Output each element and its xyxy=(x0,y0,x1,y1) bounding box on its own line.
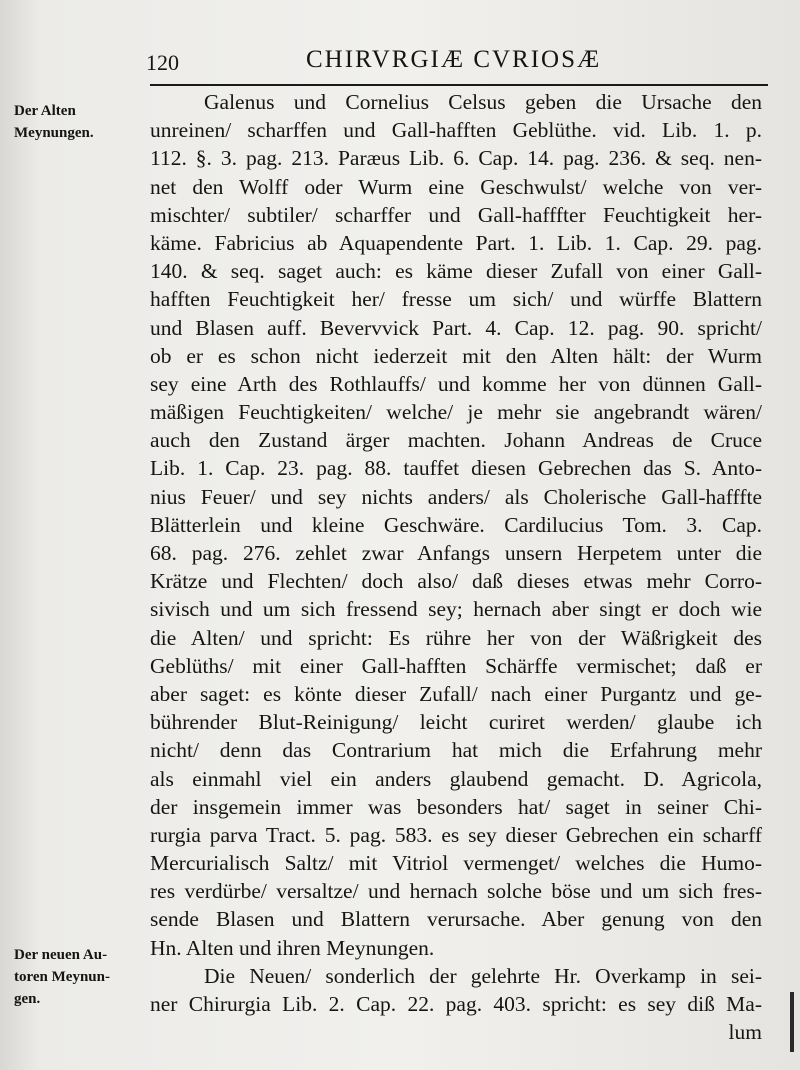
body-line: Lib. 1. Cap. 23. pag. 88. tauffet diesen Gebrechen das S. Anto- xyxy=(150,456,762,481)
body-line: der insgemein immer was besonders hat/ saget in seiner Chi- xyxy=(150,794,762,819)
body-line: nius Feuer/ und sey nichts anders/ als Cholerische Gall-hafffte xyxy=(150,484,762,509)
body-line: bührender Blut-Reinigung/ leicht curiret werden/ glaube ich xyxy=(150,710,762,735)
margin-note-old-opinions xyxy=(14,100,140,144)
body-text xyxy=(150,88,762,1046)
body-line: Mercurialisch Saltz/ mit Vitriol vermenget/ welches die Humo- xyxy=(150,851,762,876)
body-line: aber saget: es könte dieser Zufall/ nach einer Purgantz und ge- xyxy=(150,681,762,706)
body-line: ner Chirurgia Lib. 2. Cap. 22. pag. 403. spricht: es sey diß Ma- xyxy=(150,992,762,1016)
margin-note-line: toren Meynun- xyxy=(14,969,110,985)
body-line: 112. §. 3. pag. 213. Paræus Lib. 6. Cap. 14. pag. 236. & seq. nen- xyxy=(150,146,762,171)
body-line: Galenus und Cornelius Celsus geben die Ursache den xyxy=(204,90,762,114)
body-line: nicht/ denn das Contrarium hat mich die Erfahrung mehr xyxy=(150,738,762,763)
body-line: und Blasen auff. Bevervvick Part. 4. Cap. 12. pag. 90. spricht/ xyxy=(150,315,762,340)
body-line: sivisch und um sich fressend sey; hernach aber singt er doch wie xyxy=(150,597,762,622)
body-line: net den Wolff oder Wurm eine Geschwulst/ welche von ver- xyxy=(150,174,762,199)
margin-note-new-opinions xyxy=(14,944,140,1010)
body-line: rurgia parva Tract. 5. pag. 583. es sey dieser Gebrechen ein scharff xyxy=(150,822,762,847)
margin-note-line: gen. xyxy=(14,991,41,1007)
body-line: unreinen/ scharffen und Gall-hafften Geblüthe. vid. Lib. 1. p. xyxy=(150,118,762,143)
body-line: Krätze und Flechten/ doch also/ daß dieses etwas mehr Corro- xyxy=(150,569,762,594)
page-number: 120 xyxy=(146,50,179,75)
body-line: mischter/ subtiler/ scharffer und Gall-hafffter Feuchtigkeit her- xyxy=(150,202,762,227)
body-line: ob er es schon nicht iederzeit mit den Alten hält: der Wurm xyxy=(150,343,762,368)
body-line: Blätterlein und kleine Geschwäre. Cardilucius Tom. 3. Cap. xyxy=(150,512,762,537)
header-rule xyxy=(150,84,768,86)
page-edge-mark xyxy=(790,992,794,1052)
body-line: Geblüths/ mit einer Gall-hafften Schärffe vermischet; daß er xyxy=(150,653,762,678)
running-head: CHIRVRGIÆ CVRIOSÆ xyxy=(306,46,602,73)
margin-note-line: Meynungen. xyxy=(14,125,94,141)
body-line: lum xyxy=(728,1020,762,1045)
body-line: käme. Fabricius ab Aquapendente Part. 1. Lib. 1. Cap. 29. pag. xyxy=(150,230,762,255)
margin-note-line: Der Alten xyxy=(14,103,76,119)
body-line: res verdürbe/ versaltze/ und hernach solche böse und um sich fres- xyxy=(150,879,762,904)
body-line: auch den Zustand ärger machten. Johann Andreas de Cruce xyxy=(150,428,762,453)
body-line: sende Blasen und Blattern verursache. Aber genung von den xyxy=(150,907,762,932)
body-line: sey eine Arth des Rothlauffs/ und komme her von dünnen Gall- xyxy=(150,371,762,396)
body-line: als einmahl viel ein anders glaubend gemacht. D. Agricola, xyxy=(150,766,762,791)
body-line: 68. pag. 276. zehlet zwar Anfangs unsern Herpetem unter die xyxy=(150,541,762,565)
body-line: hafften Feuchtigkeit her/ fresse um sich/ und würffe Blattern xyxy=(150,287,762,312)
body-line: Hn. Alten und ihren Meynungen. xyxy=(150,935,435,960)
body-line: Die Neuen/ sonderlich der gelehrte Hr. Overkamp in sei- xyxy=(204,963,762,988)
body-line: 140. & seq. saget auch: es käme dieser Zufall von einer Gall- xyxy=(150,259,762,284)
margin-note-line: Der neuen Au- xyxy=(14,947,108,963)
body-line: die Alten/ und spricht: Es rühre her von der Wäßrigkeit des xyxy=(150,625,762,650)
body-line: mäßigen Feuchtigkeiten/ welche/ je mehr sie angebrandt wären/ xyxy=(150,400,762,425)
